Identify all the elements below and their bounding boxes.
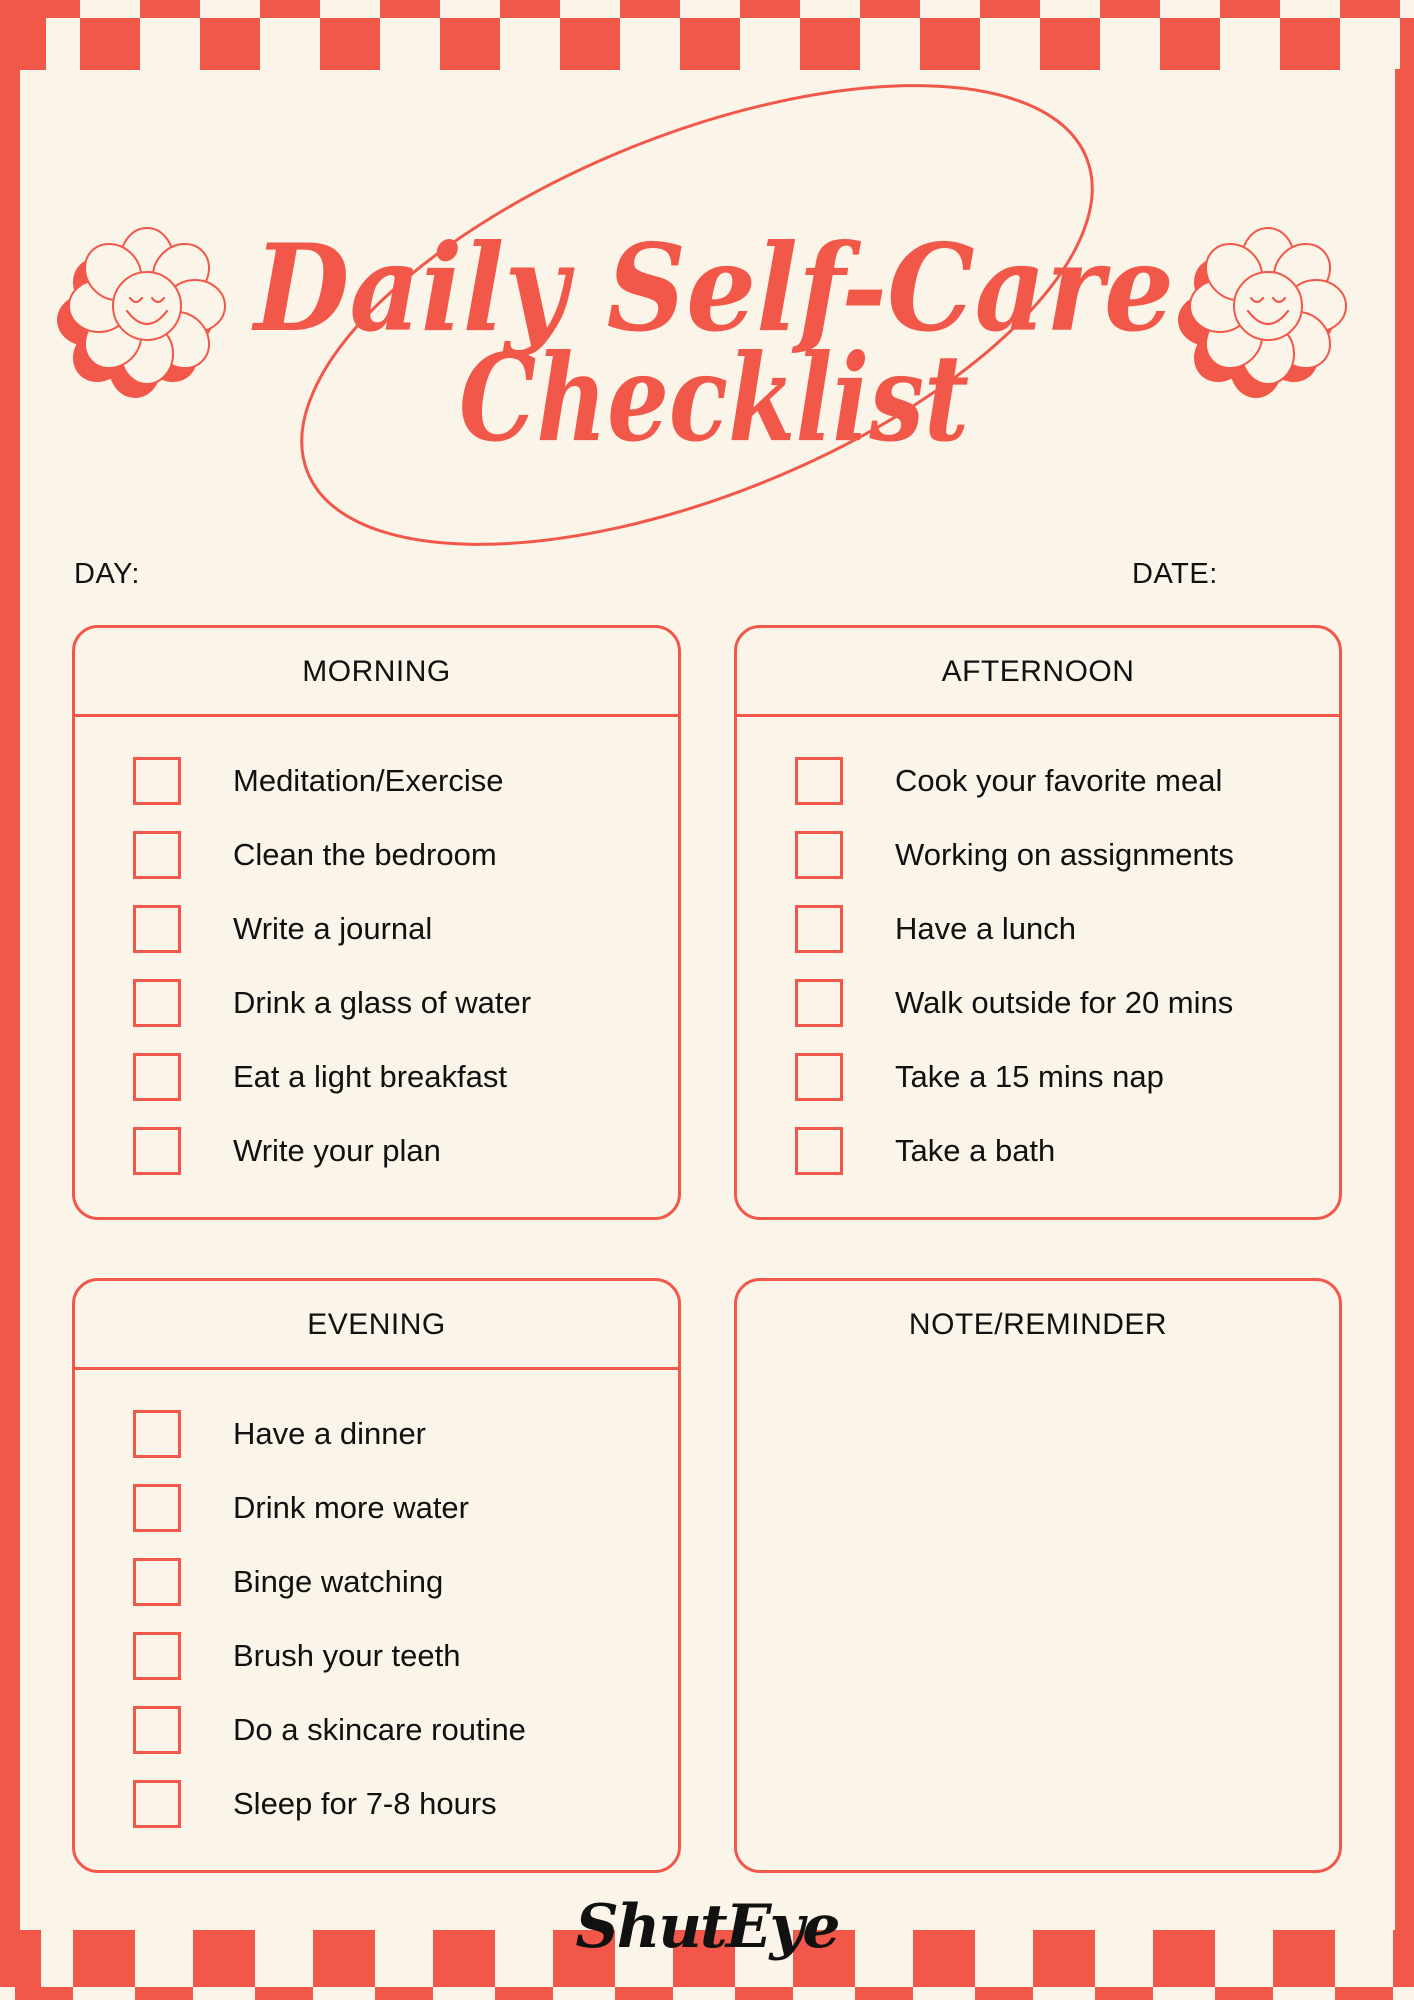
checklist-item-label: Meditation/Exercise	[233, 763, 504, 798]
checklist-item-label: Brush your teeth	[233, 1638, 461, 1673]
section-title: NOTE/REMINDER	[908, 1308, 1168, 1341]
checkbox[interactable]	[795, 1127, 843, 1175]
checklist-item[interactable]	[75, 979, 678, 1027]
checkbox[interactable]	[133, 905, 181, 953]
checklist-item[interactable]	[75, 1780, 678, 1828]
checklist-item-label: Walk outside for 20 mins	[895, 985, 1234, 1020]
checklist-item[interactable]	[75, 831, 678, 879]
checklist-item-label: Take a bath	[895, 1133, 1056, 1168]
checklist-item[interactable]	[75, 905, 678, 953]
section-title: AFTERNOON	[941, 655, 1135, 688]
afternoon-section	[734, 625, 1342, 1220]
checklist-item-label: Binge watching	[233, 1564, 444, 1599]
smiley-flower-icon	[57, 228, 225, 398]
checklist-item[interactable]	[75, 1484, 678, 1532]
smiley-flower-icon	[1178, 228, 1346, 398]
checklist-item-label: Have a dinner	[233, 1416, 427, 1451]
checklist-item[interactable]	[75, 1706, 678, 1754]
checkbox[interactable]	[133, 1706, 181, 1754]
note-area[interactable]	[757, 1381, 1319, 1850]
checklist-item-label: Take a 15 mins nap	[895, 1059, 1164, 1094]
checkbox[interactable]	[795, 757, 843, 805]
checklist-item-label: Do a skincare routine	[233, 1712, 526, 1747]
checkbox[interactable]	[133, 831, 181, 879]
evening-section	[72, 1278, 681, 1873]
shuteye-logo: ShutEye	[575, 1892, 839, 1962]
checklist-item-label: Write your plan	[233, 1133, 441, 1168]
note-section	[734, 1278, 1342, 1873]
checklist-item[interactable]	[75, 1632, 678, 1680]
checklist-item-label: Drink a glass of water	[233, 985, 532, 1020]
checker-border-bottom	[0, 1987, 1414, 2000]
checkbox[interactable]	[133, 757, 181, 805]
title-graphic	[0, 0, 1414, 600]
checklist-item-label: Write a journal	[233, 911, 433, 946]
checklist-item[interactable]	[75, 1410, 678, 1458]
checklist-item[interactable]	[737, 1053, 1339, 1101]
checklist-item[interactable]	[75, 757, 678, 805]
checklist-item-label: Clean the bedroom	[233, 837, 497, 872]
divider	[737, 714, 1339, 717]
checkbox[interactable]	[133, 1558, 181, 1606]
title-line-2: Checklist	[459, 328, 969, 469]
checkbox[interactable]	[795, 1053, 843, 1101]
checklist-item[interactable]	[737, 979, 1339, 1027]
checkbox[interactable]	[133, 1410, 181, 1458]
checkbox[interactable]	[133, 1632, 181, 1680]
morning-section	[72, 625, 681, 1220]
divider	[75, 1367, 678, 1370]
checklist-item[interactable]	[737, 1127, 1339, 1175]
day-label: DAY:	[74, 558, 140, 590]
checklist-item-label: Sleep for 7-8 hours	[233, 1786, 497, 1821]
checklist-item-label: Cook your favorite meal	[895, 763, 1223, 798]
checklist-item[interactable]	[737, 757, 1339, 805]
divider	[75, 714, 678, 717]
checklist-item[interactable]	[75, 1053, 678, 1101]
checkbox[interactable]	[795, 905, 843, 953]
section-title: EVENING	[307, 1308, 446, 1341]
title-line-1: Daily Self-Care	[251, 218, 1174, 359]
checklist-item[interactable]	[737, 905, 1339, 953]
checklist-item[interactable]	[75, 1558, 678, 1606]
checkbox[interactable]	[133, 1780, 181, 1828]
checklist-item-label: Eat a light breakfast	[233, 1059, 507, 1094]
checkbox[interactable]	[133, 1053, 181, 1101]
checkbox[interactable]	[795, 831, 843, 879]
checklist-item-label: Drink more water	[233, 1490, 469, 1525]
checkbox[interactable]	[795, 979, 843, 1027]
checkbox[interactable]	[133, 1484, 181, 1532]
date-label: DATE:	[1132, 558, 1218, 590]
checklist-item-label: Have a lunch	[895, 911, 1076, 946]
checklist-item[interactable]	[737, 831, 1339, 879]
checkbox[interactable]	[133, 979, 181, 1027]
checklist-item[interactable]	[75, 1127, 678, 1175]
checklist-item-label: Working on assignments	[895, 837, 1234, 872]
section-title: MORNING	[302, 655, 451, 688]
checkbox[interactable]	[133, 1127, 181, 1175]
